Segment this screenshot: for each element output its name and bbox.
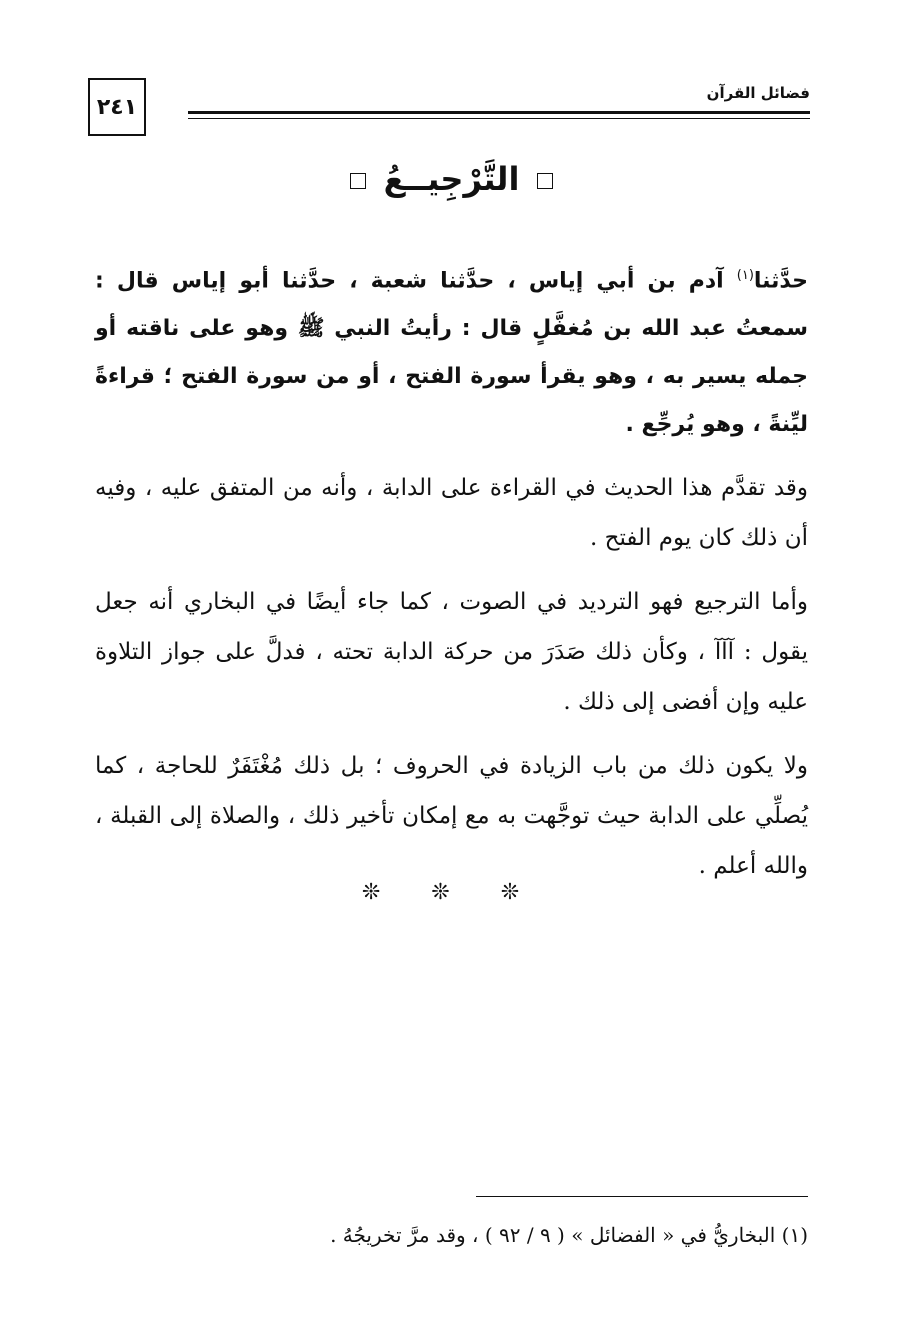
commentary-paragraph-3: ولا يكون ذلك من باب الزيادة في الحروف ؛ بل ذلك مُغْتَفَرٌ للحاجة ، كما يُصلِّي على الدابة حيث توجَّهت به مع إمكان تأخير ذلك ، والصلاة إلى القبلة ، والله أعلم .	[95, 753, 808, 880]
hadith-paragraph	[95, 252, 808, 449]
page-number: ٢٤١	[88, 78, 146, 136]
footnote: (١) البخاريُّ في « الفضائل » ( ٩ / ٩٢ ) ، وقد مرَّ تخريجُهُ .	[330, 1223, 808, 1247]
footnote-reference: (١)	[736, 268, 754, 283]
title-box-marker-left	[350, 173, 366, 189]
hadith-text: آدم بن أبي إياس ، حدَّثنا شعبة ، حدَّثنا أبو إياس قال : سمعتُ عبد الله بن مُغفَّلٍ قال : رأيتُ النبي ﷺ وهو على ناقته أو جمله يسير به ، وهو يقرأ سورة الفتح ، أو من سورة الفتح ؛ قراءةً ليِّنةً ، وهو يُرجِّع .	[95, 268, 808, 438]
section-separator: ❊ ❊ ❊	[361, 880, 542, 905]
chapter-title	[0, 160, 903, 198]
commentary-paragraph-1: وقد تقدَّم هذا الحديث في القراءة على الدابة ، وأنه من المتفق عليه ، وفيه أن ذلك كان يوم الفتح .	[95, 475, 808, 552]
title-box-marker-right	[537, 173, 553, 189]
header-rule	[188, 111, 810, 119]
chapter-title-text: التَّرْجِيــعُ	[383, 160, 520, 198]
commentary-paragraph-2: وأما الترجيع فهو الترديد في الصوت ، كما جاء أيضًا في البخاري أنه جعل يقول : آآآ ، وكأن ذلك صَدَرَ من حركة الدابة تحته ، فدلَّ على جواز التلاوة عليه وإن أفضى إلى ذلك .	[95, 589, 808, 716]
page-header	[88, 78, 810, 142]
running-title: فضائل القرآن	[706, 84, 810, 102]
body-text	[95, 252, 808, 905]
footnote-rule	[476, 1196, 808, 1197]
hadith-opening: حدَّثنا	[753, 268, 808, 294]
